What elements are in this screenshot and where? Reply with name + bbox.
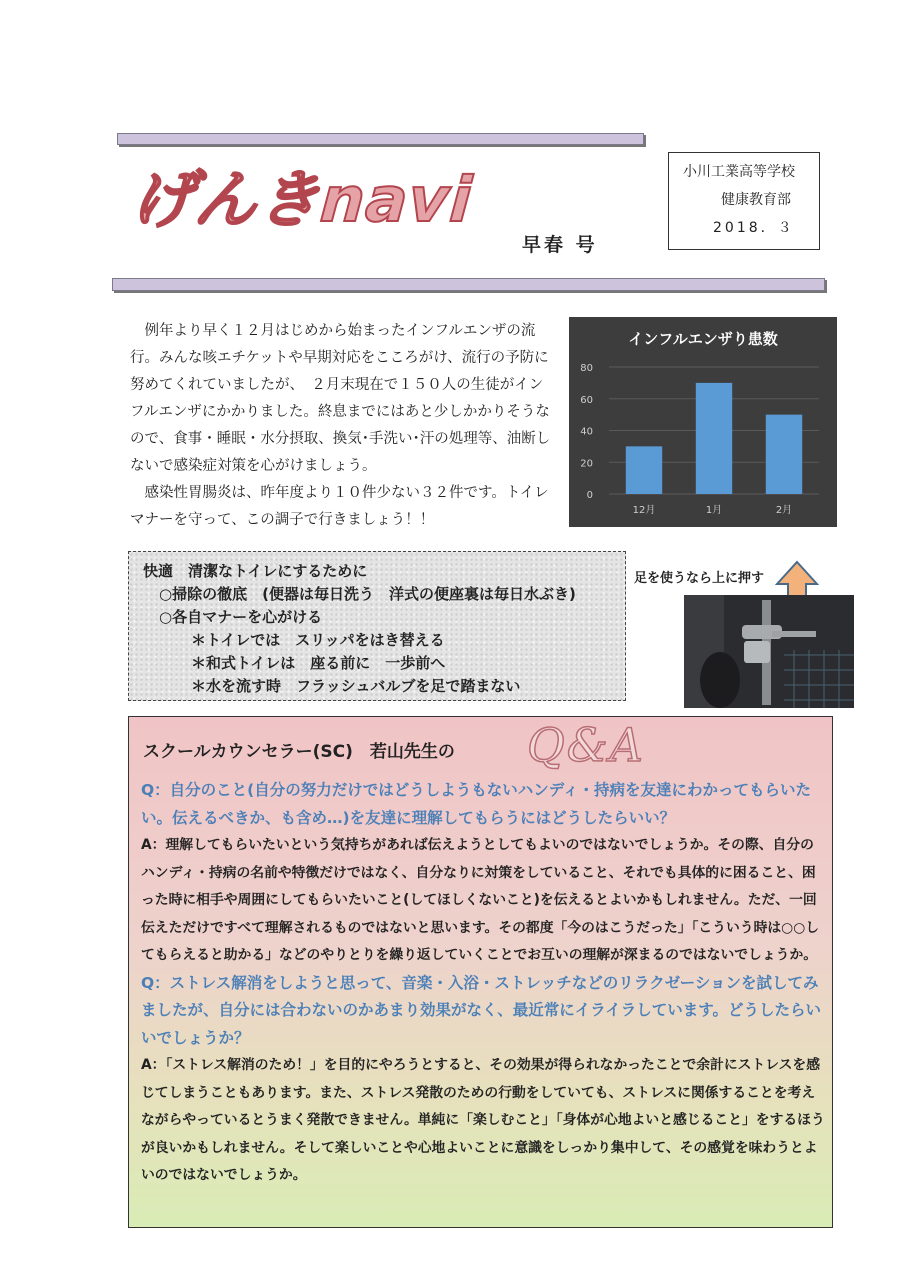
- y-tick-label: 0: [586, 490, 593, 501]
- toilet-line-2: ○各自マナーを心がける: [159, 608, 323, 626]
- flush-valve-image: [684, 595, 854, 708]
- question-1: Q：自分のこと(自分の努力だけではどうしようもないハンディ・持病を友達にわかってもらいたい。伝えるべきか、も含め…)を友達に理解してもらうにはどうしたらいい？: [141, 781, 812, 827]
- toilet-title: 快適 清潔なトイレにするために: [143, 562, 368, 580]
- qa-heading: スクールカウンセラー(SC) 若山先生の: [143, 742, 455, 762]
- qa-logo: Q&A: [527, 718, 645, 772]
- intro-text: [130, 318, 555, 534]
- y-tick-label: 40: [580, 426, 593, 438]
- newsletter-title: げんきnavi: [129, 163, 475, 236]
- chart-svg: [569, 317, 837, 527]
- school-name: 小川工業高等学校: [683, 164, 795, 180]
- bar-1: [626, 446, 662, 494]
- toilet-line-3: ＊トイレでは スリッパをはき替える: [191, 631, 445, 649]
- answer-2: A：「ストレス解消のため！」を目的にやろうとすると、その効果が得られなかったことで余計にストレスを感じてしまうこともあります。また、ストレス発散のための行動をしていても、ストレスに関係することを考えながらやっているとうまく発散できません。単純に「楽しむこと」「身体が心地よいと感じること」をするほうが良いかもしれません。そして楽しいことや心地よいことに意識をしっかり集中して、その感覚を味わうとよいのではないでしょうか。: [141, 1057, 825, 1183]
- y-tick-label: 80: [580, 363, 593, 374]
- photo-caption: 足を使うなら上に押す: [634, 571, 765, 586]
- question-2: Q：ストレス解消をしようと思って、音楽・入浴・ストレッチなどのリラクゼーションを試してみましたが、自分には合わないのかあまり効果がなく、最近常にイライラしています。どうしたらいいでしょうか？: [141, 973, 821, 1047]
- chart-title: インフルエンザり患数: [628, 330, 778, 348]
- x-tick-label: 2月: [775, 505, 793, 516]
- qa-content: [141, 777, 825, 1190]
- toilet-line-1: ○掃除の徹底 (便器は毎日洗う 洋式の便座裏は毎日水ぶき): [159, 585, 576, 603]
- toilet-manners-box: [128, 551, 626, 701]
- toilet-line-4: ＊和式トイレは 座る前に 一歩前へ: [191, 654, 446, 672]
- title-top-bar: [117, 133, 644, 145]
- bar-2: [696, 383, 732, 494]
- intro-paragraph-1: 例年より早く１２月はじめから始まったインフルエンザの流行。みんな咳エチケットや早期対応をこころがけ、流行の予防に努めてくれていましたが、 ２月末現在で１５０人の生徒がインフルエンザにかかりました。終息までにはあと少しかかりそうなので、食事・睡眠・水分摂取、換気･手洗い･汗の処理等、油断しないで感染症対策を心がけましょう。: [130, 323, 551, 474]
- school-info-box: [668, 152, 820, 250]
- x-tick-label: 12月: [632, 505, 656, 516]
- flush-valve-photo: [684, 595, 854, 708]
- department-name: 健康教育部: [721, 192, 791, 208]
- y-tick-label: 20: [580, 458, 593, 470]
- toilet-line-5: ＊水を流す時 フラッシュバルブを足で踏まない: [191, 677, 521, 695]
- y-tick-label: 60: [580, 394, 593, 406]
- issue-label: 早春 号: [522, 234, 598, 256]
- answer-1: A：理解してもらいたいという気持ちがあれば伝えようとしてもよいのではないでしょうか。その際、自分のハンディ・持病の名前や特徴だけではなく、自分なりに対策をしていること、それでも具体的に困ること、困った時に相手や周囲にしてもらいたいこと(してほしくないこと)を伝えるとよいかもしれません。ただ、一回伝えただけですべて理解されるものではないと思います。その都度「今のはこうだった」「こういう時は○○してもらえると助かる」などのやりとりを繰り返していくことでお互いの理解が深まるのではないでしょうか。: [141, 837, 820, 963]
- influenza-chart: [569, 317, 837, 527]
- issue-date: 2018．３: [713, 220, 795, 236]
- x-tick-label: 1月: [705, 505, 723, 516]
- title-bottom-bar: [112, 278, 825, 291]
- bar-3: [766, 415, 802, 494]
- intro-paragraph-2: 感染性胃腸炎は、昨年度より１０件少ない３２件です。トイレマナーを守って、この調子で行きましょう！！: [130, 485, 549, 528]
